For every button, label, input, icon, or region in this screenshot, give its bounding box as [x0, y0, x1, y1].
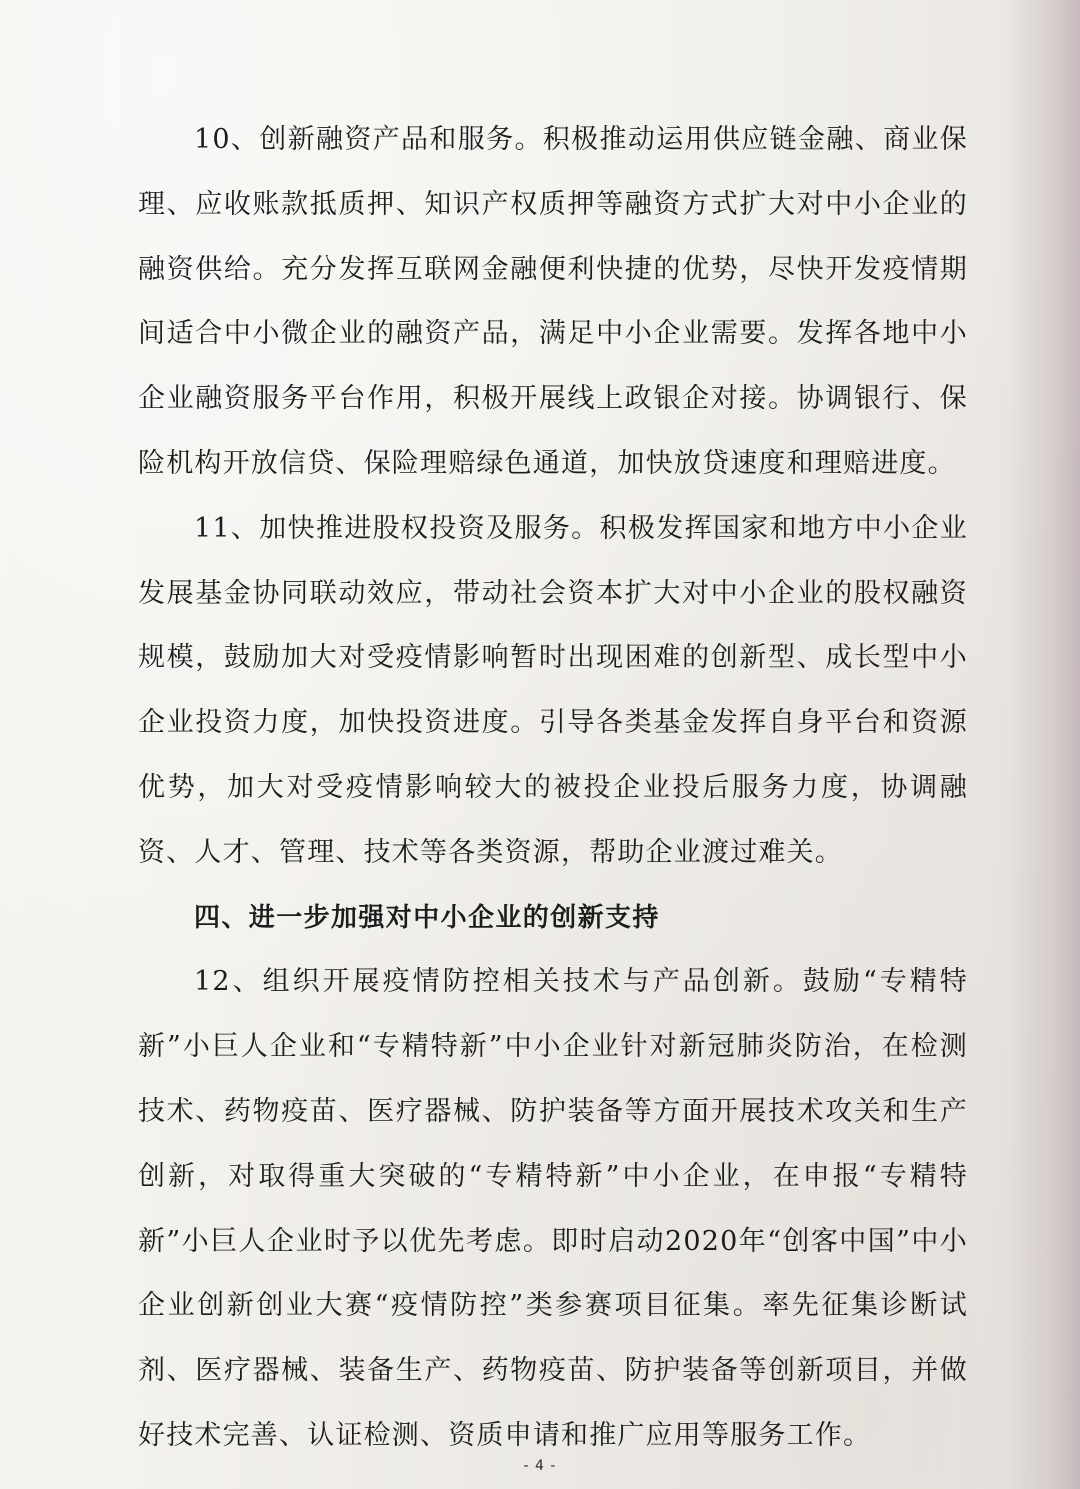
page-edge-shadow — [1010, 0, 1080, 1489]
page-number: - 4 - — [523, 1458, 557, 1474]
paragraph-12: 12、组织开展疫情防控相关技术与产品创新。鼓励“专精特新”小巨人企业和“专精特新”中小企业针对新冠肺炎防治，在检测技术、药物疫苗、医疗器械、防护装备等方面开展技术攻关和生产创新，对取得重大突破的“专精特新”中小企业，在申报“专精特新”小巨人企业时予以优先考虑。即时启动2020年“创客中国”中小企业创新创业大赛“疫情防控”类参赛项目征集。率先征集诊断试剂、医疗器械、装备生产、药物疫苗、防护装备等创新项目，并做好技术完善、认证检测、资质申请和推广应用等服务工作。 — [138, 966, 968, 1451]
section-heading: 四、进一步加强对中小企业的创新支持 — [194, 902, 660, 933]
paragraph-10: 10、创新融资产品和服务。积极推动运用供应链金融、商业保理、应收账款抵质押、知识产权质押等融资方式扩大对中小企业的融资供给。充分发挥互联网金融便利快捷的优势，尽快开发疫情期间适合中小微企业的融资产品，满足中小企业需要。发挥各地中小企业融资服务平台作用，积极开展线上政银企对接。协调银行、保险机构开放信贷、保险理赔绿色通道，加快放贷速度和理赔进度。 — [138, 124, 968, 479]
document-body — [138, 108, 968, 1469]
paragraph-11: 11、加快推进股权投资及服务。积极发挥国家和地方中小企业发展基金协同联动效应，带动社会资本扩大对中小企业的股权融资规模，鼓励加大对受疫情影响暂时出现困难的创新型、成长型中小企业投资力度，加快投资进度。引导各类基金发挥自身平台和资源优势，加大对受疫情影响较大的被投企业投后服务力度，协调融资、人才、管理、技术等各类资源，帮助企业渡过难关。 — [138, 512, 968, 868]
